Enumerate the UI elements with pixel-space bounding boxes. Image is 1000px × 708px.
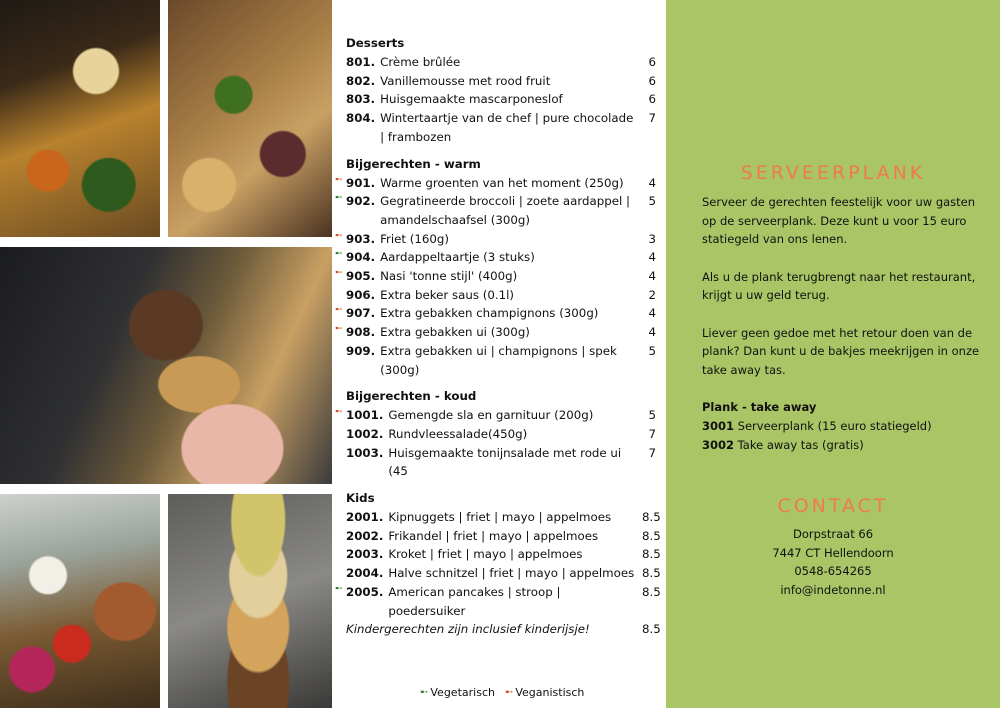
item-number: 804.: [346, 111, 376, 126]
vegan-leaf-icon: ➸: [335, 324, 343, 335]
plank-item-text: Serveerplank (15 euro statiegeld): [737, 418, 932, 433]
item-number: 901.: [346, 175, 376, 190]
item-name: Friet (160g): [380, 231, 450, 246]
item-price: 8.5: [642, 566, 661, 581]
food-photo: [0, 494, 160, 708]
item-name: Frikandel | friet | mayo | appelmoes: [388, 528, 599, 543]
note-price: 8.5: [642, 622, 661, 637]
item-name: Gegratineerde broccoli | zoete aardappel | amandelschaafsel (300g): [380, 194, 630, 227]
item-price: 8.5: [642, 528, 661, 543]
item-name: Extra gebakken champignons (300g): [380, 306, 599, 321]
diet-legend: [420, 686, 584, 699]
menu-item: [335, 192, 656, 229]
menu-item: [346, 286, 656, 305]
item-number: 801.: [346, 55, 376, 69]
leaf-icon-orange: ➸: [504, 687, 514, 698]
item-number: 1003.: [346, 445, 384, 460]
menu-item: [346, 109, 656, 146]
item-number: 908.: [346, 325, 376, 340]
menu-item: [335, 406, 656, 425]
item-name: Huisgemaakte mascarponeslof: [380, 92, 563, 107]
item-number: 2001.: [346, 510, 384, 525]
item-name: Aardappeltaartje (3 stuks): [380, 250, 535, 265]
menu-item: [346, 53, 656, 72]
item-number: 803.: [346, 92, 376, 107]
item-name: Wintertaartje van de chef | pure chocolade | frambozen: [380, 111, 634, 144]
item-name: Extra beker saus (0.1l): [380, 287, 515, 302]
item-price: 8.5: [642, 547, 661, 562]
paragraph: Liever geen gedoe met het retour doen van de plank? Dan kunt u de bakjes meekrijgen in onze take away tas.: [702, 325, 980, 377]
item-price: 4: [648, 306, 656, 321]
item-name: Gemengde sla en garnituur (200g): [388, 408, 594, 423]
item-number: 907.: [346, 306, 376, 321]
address-city: 7447 CT Hellendoorn: [772, 545, 894, 560]
section-title: Bijgerechten - warm: [346, 156, 481, 171]
plank-title: Plank - take away: [702, 400, 817, 415]
plank-item-number: 3001: [702, 418, 735, 433]
legend-vegetarian: [420, 686, 495, 699]
item-name: Nasi 'tonne stijl' (400g): [380, 269, 518, 284]
item-price: 6: [648, 92, 656, 107]
item-price: 5: [648, 408, 656, 423]
note-text: Kindergerechten zijn inclusief kinderijsje!: [346, 622, 590, 637]
menu-item: [346, 425, 656, 444]
item-name: Vanillemousse met rood fruit: [380, 73, 551, 88]
menu-item: [346, 90, 656, 109]
menu-list: [335, 36, 661, 639]
food-photo: [168, 494, 332, 708]
menu-item: [335, 230, 656, 249]
menu-item: [346, 72, 656, 91]
item-name: Extra gebakken ui (300g): [380, 325, 530, 340]
item-name: Warme groenten van het moment (250g): [380, 175, 624, 190]
item-number: 2002.: [346, 528, 384, 543]
item-number: 1002.: [346, 426, 384, 441]
item-name: Kroket | friet | mayo | appelmoes: [388, 547, 583, 562]
vegan-leaf-icon: ➸: [335, 174, 343, 185]
item-number: 903.: [346, 231, 376, 246]
serveerplank-text: [702, 193, 992, 454]
legend-vegetarian-label: Vegetarisch: [430, 686, 495, 699]
item-price: 8.5: [642, 510, 661, 525]
item-price: 5: [648, 194, 656, 209]
section-title: Kids: [346, 491, 375, 506]
paragraph: Serveer de gerechten feestelijk voor uw gasten op de serveerplank. Deze kunt u voor 15 euro statiegeld van ons lenen.: [702, 195, 976, 247]
item-price: 5: [648, 343, 656, 358]
vegan-leaf-icon: ➸: [335, 407, 343, 418]
menu-item: [335, 174, 656, 193]
vegan-leaf-icon: ➸: [335, 230, 343, 241]
food-photo: [168, 0, 332, 237]
item-price: 4: [648, 250, 656, 265]
plank-item-text: Take away tas (gratis): [737, 437, 864, 452]
leaf-icon-green: ➸: [420, 687, 429, 698]
menu-item: [346, 444, 656, 481]
menu-item: [335, 248, 656, 267]
phone-number[interactable]: 0548-654265: [794, 564, 872, 579]
email-address[interactable]: info@indetonne.nl: [780, 583, 886, 598]
item-name: Crème brûlée: [380, 55, 461, 69]
plank-item: [702, 436, 992, 455]
item-price: 7: [648, 426, 656, 441]
plank-item: [702, 417, 992, 436]
menu-item: [346, 564, 661, 583]
item-price: 2: [648, 287, 656, 302]
menu-item: [346, 545, 661, 564]
item-price: 4: [648, 175, 656, 190]
section-title: Bijgerechten - koud: [346, 389, 477, 404]
kids-note: [346, 620, 661, 639]
menu-item: [346, 342, 656, 379]
item-number: 2005.: [346, 584, 384, 599]
food-photo: [0, 0, 160, 237]
menu-item: [335, 304, 656, 323]
plank-item-number: 3002: [702, 437, 735, 452]
item-number: 2003.: [346, 547, 384, 562]
item-name: Huisgemaakte tonijnsalade met rode ui (45: [388, 445, 622, 479]
contact-info: [666, 525, 1000, 600]
vegan-leaf-icon: ➸: [335, 268, 343, 279]
contact-title: CONTACT: [777, 495, 889, 517]
item-name: Extra gebakken ui | champignons | spek (300g): [380, 343, 617, 377]
paragraph: Als u de plank terugbrengt naar het restaurant, krijgt u uw geld terug.: [702, 269, 976, 303]
item-name: Rundvleessalade(450g): [388, 426, 528, 441]
item-price: 4: [648, 269, 656, 284]
menu-item: [346, 527, 661, 546]
item-number: 902.: [346, 194, 376, 209]
item-number: 905.: [346, 269, 376, 284]
menu-item: [346, 508, 661, 527]
food-photo: [0, 247, 332, 484]
item-price: 8.5: [642, 584, 661, 599]
item-name: American pancakes | stroop | poedersuiker: [388, 584, 561, 618]
menu-item: [335, 323, 656, 342]
vegetarian-leaf-icon: ➸: [335, 583, 343, 594]
item-number: 909.: [346, 343, 376, 358]
menu-item: [335, 267, 656, 286]
item-price: 3: [648, 231, 656, 246]
item-number: 2004.: [346, 566, 384, 581]
item-number: 1001.: [346, 408, 384, 423]
item-name: Halve schnitzel | friet | mayo | appelmoes: [388, 566, 635, 581]
serveerplank-title: SERVEERPLANK: [740, 162, 926, 184]
menu-item: [335, 583, 661, 620]
item-number: 906.: [346, 287, 376, 302]
item-price: 6: [648, 73, 656, 88]
section-title: Desserts: [346, 36, 405, 50]
item-number: 802.: [346, 73, 376, 88]
vegan-leaf-icon: ➸: [335, 305, 343, 316]
item-name: Kipnuggets | friet | mayo | appelmoes: [388, 510, 612, 525]
item-price: 4: [648, 325, 656, 340]
item-price: 6: [648, 55, 656, 69]
item-number: 904.: [346, 250, 376, 265]
legend-vegan-label: Veganistisch: [515, 686, 585, 699]
address-street: Dorpstraat 66: [792, 527, 874, 541]
item-price: 7: [648, 445, 656, 460]
vegetarian-leaf-icon: ➸: [335, 249, 343, 260]
legend-vegan: [505, 686, 584, 699]
item-price: 7: [648, 111, 656, 126]
vegetarian-leaf-icon: ➸: [335, 193, 343, 204]
info-panel: [666, 0, 1000, 708]
